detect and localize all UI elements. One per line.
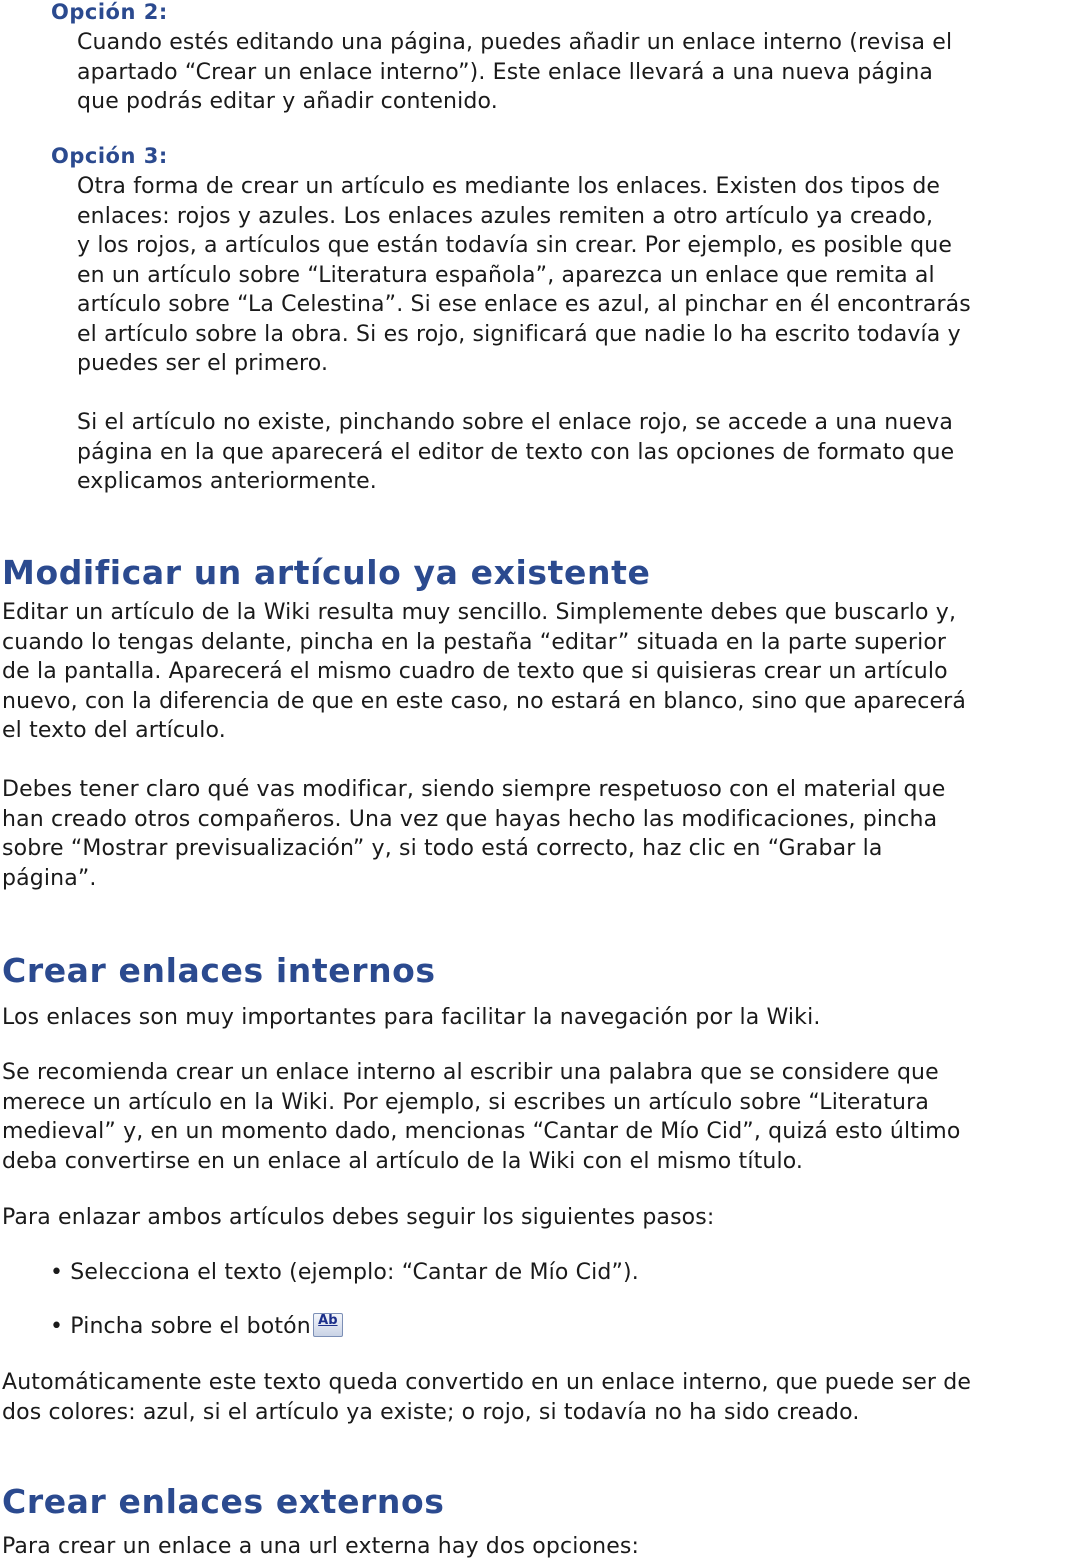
internal-paragraph-3 [2,1203,1084,1233]
text-line: deba convertirse en un enlace al artículo de la Wiki con el mismo título. [2,1148,804,1174]
text-line: puedes ser el primero. [77,351,329,376]
bullet-text: • Pincha sobre el botón [50,1314,311,1339]
text-line: cuando lo tengas delante, pincha en la pestaña “editar” situada en la parte superior [2,629,947,655]
text-line: enlaces: rojos y azules. Los enlaces azules remiten a otro artículo ya creado, [77,203,934,229]
text-line: han creado otros compañeros. Una vez que hayas hecho las modificaciones, pincha [2,806,938,832]
text-line: de la pantalla. Aparecerá el mismo cuadro de texto que si quisieras crear un artículo [2,659,948,684]
text-line: página”. [2,865,97,891]
option-3-label: Opción 3: [51,144,168,168]
heading-external-links: Crear enlaces externos [2,1482,445,1521]
text-line: nuevo, con la diferencia de que en este caso, no estará en blanco, sino que aparecerá [2,688,966,714]
text-line: Para enlazar ambos artículos debes seguir los siguientes pasos: [2,1205,715,1230]
text-line: Si el artículo no existe, pinchando sobre el enlace rojo, se accede a una nueva [77,410,953,435]
text-line: Otra forma de crear un artículo es mediante los enlaces. Existen dos tipos de [77,174,941,199]
heading-internal-links: Crear enlaces internos [2,951,436,990]
text-line: Automáticamente este texto queda convertido en un enlace interno, que puede ser de [2,1370,972,1395]
internal-paragraph-1 [2,1003,1084,1033]
text-line: sobre “Mostrar previsualización” y, si todo está correcto, haz clic en “Grabar la [2,836,883,861]
text-line: artículo sobre “La Celestina”. Si ese enlace es azul, al pinchar en él encontrarás [77,292,971,317]
text-line: el texto del artículo. [2,718,226,743]
heading-modify-article: Modificar un artículo ya existente [2,553,651,592]
text-line: página en la que aparecerá el editor de texto con las opciones de formato que [77,439,955,465]
text-line: en un artículo sobre “Literatura española”, aparezca un enlace que remita al [77,262,935,288]
text-line: Para crear un enlace a una url externa hay dos opciones: [2,1534,640,1559]
bullet-text: • Selecciona el texto (ejemplo: “Cantar de Mío Cid”). [50,1260,639,1285]
internal-paragraph-2 [2,1058,1084,1176]
modify-paragraph-2 [2,775,1084,893]
internal-link-button-icon[interactable] [313,1313,343,1337]
text-line: que podrás editar y añadir contenido. [77,89,498,114]
text-line: Editar un artículo de la Wiki resulta muy sencillo. Simplemente debes que buscarlo y, [2,600,957,625]
option-3-paragraph-1 [77,172,1077,379]
option-2-text [77,28,1077,117]
list-item [50,1258,639,1288]
modify-paragraph-1 [2,598,1084,746]
text-line: dos colores: azul, si el artículo ya existe; o rojo, si todavía no ha sido creado. [2,1399,860,1425]
text-line: medieval” y, en un momento dado, mencionas “Cantar de Mío Cid”, quizá esto último [2,1119,961,1144]
text-line: merece un artículo en la Wiki. Por ejemplo, si escribes un artículo sobre “Literatura [2,1089,929,1115]
text-line: Los enlaces son muy importantes para facilitar la navegación por la Wiki. [2,1005,821,1030]
text-line: explicamos anteriormente. [77,469,377,494]
text-line: y los rojos, a artículos que están todavía sin crear. Por ejemplo, es posible que [77,233,953,258]
text-line: Se recomienda crear un enlace interno al escribir una palabra que se considere que [2,1060,939,1085]
option-3-paragraph-2 [77,408,1077,497]
external-paragraph-1 [2,1532,1084,1562]
internal-link-icon-text: Ab [318,1313,338,1328]
option-2-label: Opción 2: [51,0,168,24]
internal-paragraph-4 [2,1368,1084,1427]
text-line: apartado “Crear un enlace interno”). Este enlace llevará a una nueva página [77,59,934,85]
text-line: Debes tener claro qué vas modificar, siendo siempre respetuoso con el material que [2,777,946,802]
list-item [50,1312,343,1342]
text-line: Cuando estés editando una página, puedes añadir un enlace interno (revisa el [77,30,953,55]
text-line: el artículo sobre la obra. Si es rojo, significará que nadie lo ha escrito todavía y [77,321,961,347]
